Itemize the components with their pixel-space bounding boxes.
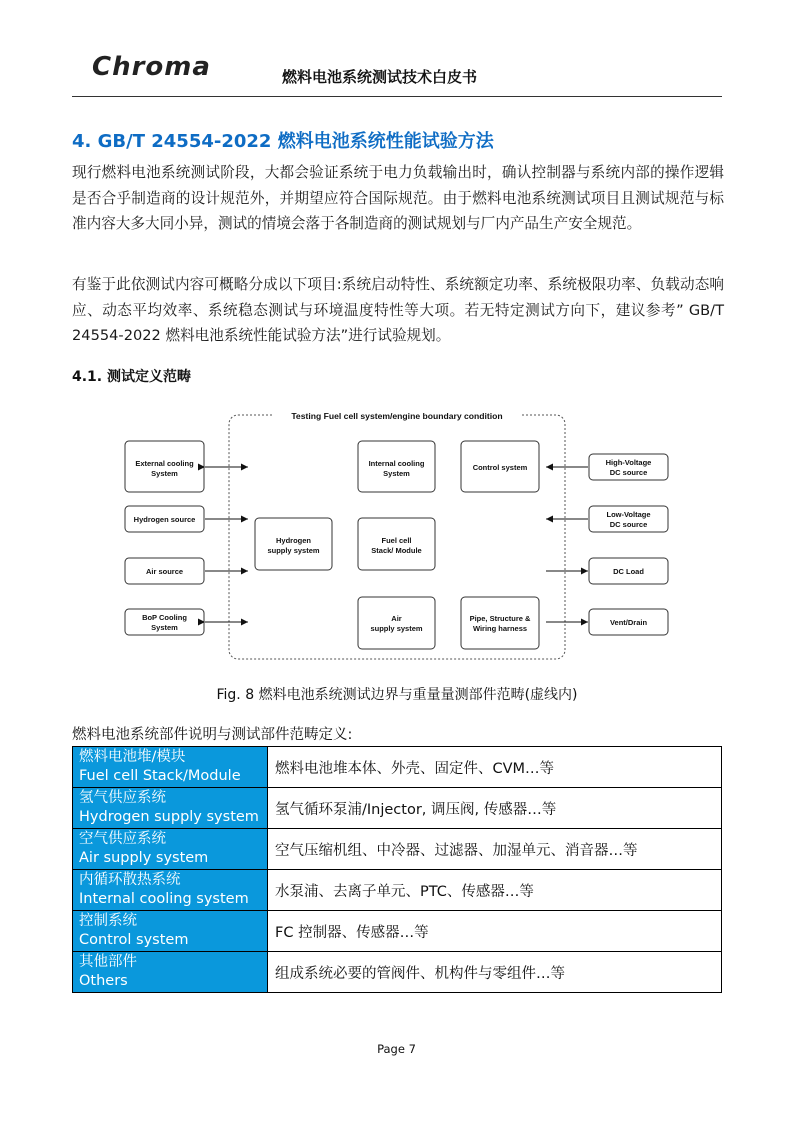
- table-row: [73, 911, 722, 952]
- table-row: [73, 952, 722, 993]
- control-system-label: Control system: [472, 463, 528, 472]
- pipe-structure-label-1: Pipe, Structure &: [469, 614, 531, 623]
- category-en: Fuel cell Stack/Module: [79, 768, 241, 784]
- internal-cooling-box: [358, 441, 435, 492]
- bop-cooling-box: [125, 609, 204, 635]
- low-voltage-label-1: Low-Voltage: [606, 510, 651, 519]
- category-cell: [73, 911, 268, 952]
- description-cell: 燃料电池堆本体、外壳、固定件、CVM…等: [268, 747, 722, 788]
- category-cell: [73, 870, 268, 911]
- vent-drain-label: Vent/Drain: [609, 618, 648, 627]
- dc-load-box: [589, 558, 668, 584]
- bop-cooling-label-1: BoP Cooling: [142, 613, 187, 622]
- figure-caption: Fig. 8 燃料电池系统测试边界与重量量测部件范畴(虚线内): [216, 687, 578, 703]
- category-zh: 氢气供应系统: [79, 790, 166, 806]
- category-en: Internal cooling system: [79, 891, 249, 907]
- hydrogen-supply-label-2: supply system: [267, 546, 320, 555]
- bop-cooling-label-2: System: [151, 623, 178, 632]
- chroma-logo: Chroma: [92, 52, 211, 82]
- high-voltage-label-2: DC source: [609, 468, 648, 477]
- table-intro: 燃料电池系统部件说明与测试部件范畴定义:: [72, 727, 353, 743]
- air-source-label: Air source: [145, 567, 184, 576]
- air-supply-label-2: supply system: [370, 624, 423, 633]
- hydrogen-supply-label-1: Hydrogen: [275, 536, 312, 545]
- category-en: Air supply system: [79, 850, 209, 866]
- description-cell: 氢气循环泵浦/Injector, 调压阀, 传感器…等: [268, 788, 722, 829]
- boundary-label: Testing Fuel cell system/engine boundary condition: [291, 411, 503, 421]
- category-zh: 内循环散热系统: [79, 872, 181, 888]
- description-cell: 空气压缩机组、中冷器、过滤器、加湿单元、消音器…等: [268, 829, 722, 870]
- test-items-paragraph: 有鉴于此依测试内容可概略分成以下项目:系统启动特性、系统额定功率、系统极限功率、负载动态响应、动态平均效率、系统稳态测试与环境温度特性等大项。若无特定测试方向下，建议参考” GB/T 24554-2022 燃料电池系统性能试验方法”进行试验规划。: [72, 276, 724, 344]
- category-en: Others: [79, 973, 128, 989]
- category-zh: 燃料电池堆/模块: [79, 749, 186, 765]
- internal-cooling-label-1: Internal cooling: [368, 459, 425, 468]
- table-row: [73, 829, 722, 870]
- high-voltage-label-1: High-Voltage: [605, 458, 652, 467]
- air-source-box: [125, 558, 204, 584]
- hydrogen-source-label: Hydrogen source: [133, 515, 196, 524]
- external-cooling-box: [125, 441, 204, 492]
- hydrogen-source-box: [125, 506, 204, 532]
- external-cooling-label-1: External cooling: [135, 459, 194, 468]
- internal-cooling-label-2: System: [383, 469, 410, 478]
- table-row: [73, 747, 722, 788]
- high-voltage-box: [589, 454, 668, 480]
- category-cell: [73, 788, 268, 829]
- table-row: [73, 788, 722, 829]
- category-cell: [73, 747, 268, 788]
- dc-load-label: DC Load: [613, 567, 644, 576]
- category-cell: [73, 829, 268, 870]
- fuel-cell-stack-box: [358, 518, 435, 570]
- external-cooling-label-2: System: [151, 469, 178, 478]
- page-number: Page 7: [377, 1042, 416, 1056]
- category-zh: 空气供应系统: [79, 831, 166, 847]
- section-title: 4. GB/T 24554-2022 燃料电池系统性能试验方法: [72, 131, 494, 152]
- vent-drain-box: [589, 609, 668, 635]
- subsection-title: 4.1. 测试定义范畴: [72, 369, 191, 385]
- air-supply-box: [358, 597, 435, 649]
- pipe-structure-label-2: Wiring harness: [472, 624, 528, 633]
- description-cell: FC 控制器、传感器…等: [268, 911, 722, 952]
- pipe-structure-box: [461, 597, 539, 649]
- table-row: [73, 870, 722, 911]
- low-voltage-label-2: DC source: [609, 520, 648, 529]
- document-title: 燃料电池系统测试技术白皮书: [282, 68, 478, 86]
- intro-paragraph: 现行燃料电池系统测试阶段，大都会验证系统于电力负载输出时，确认控制器与系统内部的操作逻辑是否合乎制造商的设计规范外，并期望应符合国际规范。由于燃料电池系统测试项目且测试规范与标准内容大多大同小异，测试的情境会落于各制造商的测试规划与厂内产品生产安全规范。: [72, 164, 724, 232]
- description-cell: 水泵浦、去离子单元、PTC、传感器…等: [268, 870, 722, 911]
- control-system-box: [461, 441, 539, 492]
- description-cell: 组成系统必要的管阀件、机构件与零组件…等: [268, 952, 722, 993]
- category-zh: 控制系统: [79, 913, 137, 929]
- category-cell: [73, 952, 268, 993]
- low-voltage-box: [589, 506, 668, 532]
- hydrogen-supply-box: [255, 518, 332, 570]
- air-supply-label-1: Air: [391, 614, 402, 623]
- fuel-cell-stack-label-2: Stack/ Module: [371, 546, 422, 555]
- category-zh: 其他部件: [79, 954, 137, 970]
- category-en: Control system: [79, 932, 189, 948]
- component-table: [72, 746, 722, 993]
- fuel-cell-stack-label-1: Fuel cell: [381, 536, 412, 545]
- category-en: Hydrogen supply system: [79, 809, 259, 825]
